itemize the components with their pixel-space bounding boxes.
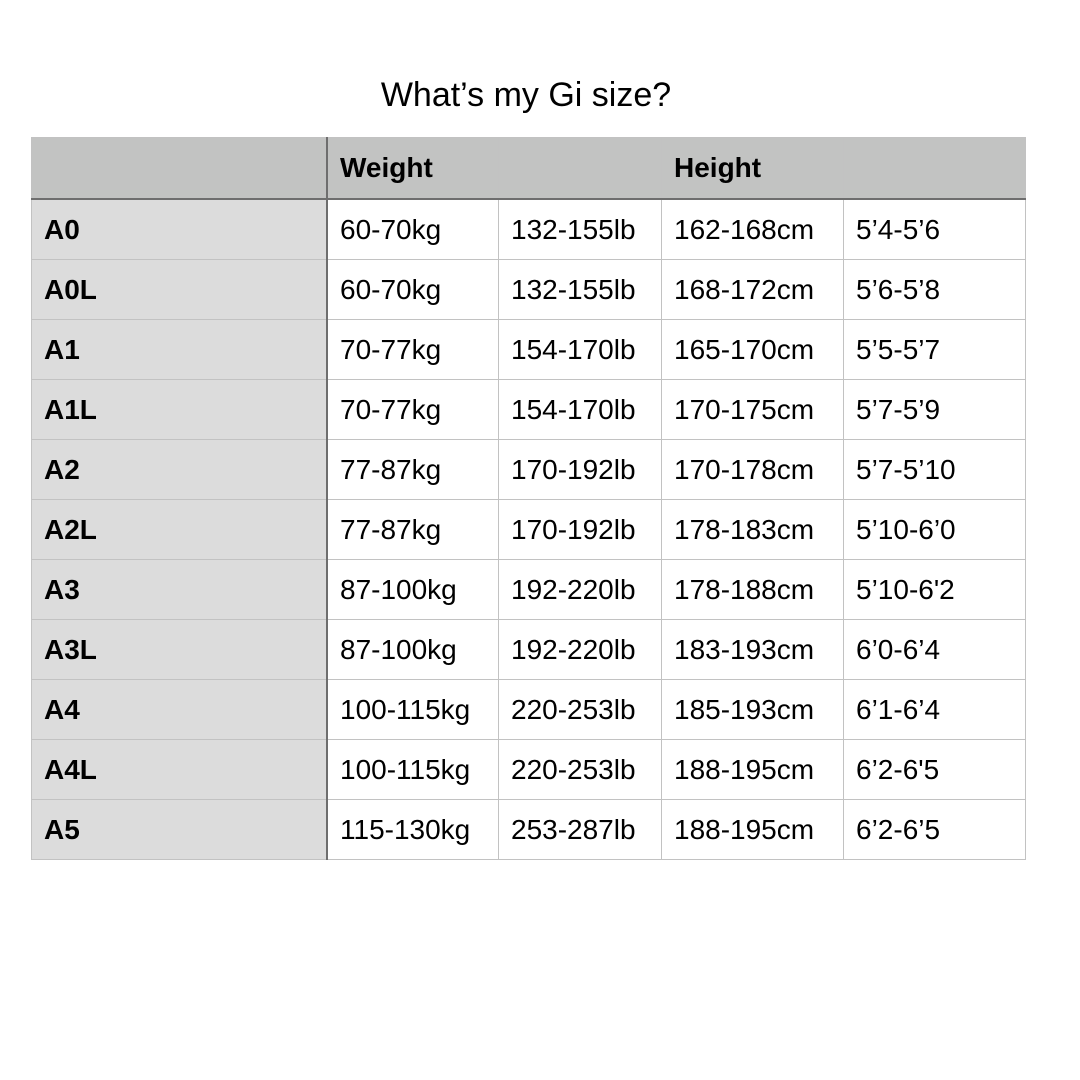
height-cm-cell: 188-195cm — [662, 800, 844, 860]
table-row — [32, 500, 1026, 560]
table-row — [32, 620, 1026, 680]
weight-kg-cell: 115-130kg — [327, 800, 499, 860]
height-ft-cell: 6’2-6'5 — [844, 740, 1026, 800]
height-cm-cell: 162-168cm — [662, 199, 844, 260]
weight-kg-cell: 100-115kg — [327, 740, 499, 800]
weight-lb-cell: 170-192lb — [499, 440, 662, 500]
header-weight: Weight — [327, 138, 499, 200]
table-row — [32, 199, 1026, 260]
weight-kg-cell: 87-100kg — [327, 560, 499, 620]
size-cell: A1L — [32, 380, 328, 440]
size-cell: A2 — [32, 440, 328, 500]
size-cell: A0 — [32, 199, 328, 260]
height-ft-cell: 5’6-5’8 — [844, 260, 1026, 320]
weight-lb-cell: 154-170lb — [499, 380, 662, 440]
header-row — [32, 138, 1026, 200]
height-cm-cell: 178-183cm — [662, 500, 844, 560]
weight-kg-cell: 60-70kg — [327, 260, 499, 320]
size-cell: A1 — [32, 320, 328, 380]
height-cm-cell: 170-175cm — [662, 380, 844, 440]
height-ft-cell: 5’7-5’10 — [844, 440, 1026, 500]
table-row — [32, 380, 1026, 440]
weight-kg-cell: 100-115kg — [327, 680, 499, 740]
page-title: What’s my Gi size? — [380, 76, 672, 114]
size-cell: A4 — [32, 680, 328, 740]
height-cm-cell: 168-172cm — [662, 260, 844, 320]
weight-lb-cell: 220-253lb — [499, 680, 662, 740]
table-row — [32, 320, 1026, 380]
weight-lb-cell: 220-253lb — [499, 740, 662, 800]
weight-lb-cell: 154-170lb — [499, 320, 662, 380]
header-size — [32, 138, 328, 200]
table-body — [32, 199, 1026, 860]
header-height-ft — [844, 138, 1026, 200]
size-cell: A0L — [32, 260, 328, 320]
size-cell: A4L — [32, 740, 328, 800]
weight-lb-cell: 170-192lb — [499, 500, 662, 560]
height-ft-cell: 6’0-6’4 — [844, 620, 1026, 680]
weight-kg-cell: 77-87kg — [327, 440, 499, 500]
weight-lb-cell: 132-155lb — [499, 260, 662, 320]
weight-kg-cell: 70-77kg — [327, 320, 499, 380]
weight-lb-cell: 132-155lb — [499, 199, 662, 260]
height-cm-cell: 188-195cm — [662, 740, 844, 800]
weight-kg-cell: 70-77kg — [327, 380, 499, 440]
weight-kg-cell: 87-100kg — [327, 620, 499, 680]
weight-kg-cell: 60-70kg — [327, 199, 499, 260]
size-cell: A3 — [32, 560, 328, 620]
weight-lb-cell: 192-220lb — [499, 560, 662, 620]
height-cm-cell: 170-178cm — [662, 440, 844, 500]
weight-lb-cell: 253-287lb — [499, 800, 662, 860]
size-cell: A3L — [32, 620, 328, 680]
height-ft-cell: 5’10-6'2 — [844, 560, 1026, 620]
size-cell: A5 — [32, 800, 328, 860]
size-chart-table — [31, 137, 1026, 860]
height-ft-cell: 6’1-6’4 — [844, 680, 1026, 740]
weight-kg-cell: 77-87kg — [327, 500, 499, 560]
table-row — [32, 560, 1026, 620]
weight-lb-cell: 192-220lb — [499, 620, 662, 680]
height-ft-cell: 5’4-5’6 — [844, 199, 1026, 260]
table-row — [32, 800, 1026, 860]
height-cm-cell: 185-193cm — [662, 680, 844, 740]
height-cm-cell: 183-193cm — [662, 620, 844, 680]
header-weight-lb — [499, 138, 662, 200]
table-row — [32, 260, 1026, 320]
height-ft-cell: 5’10-6’0 — [844, 500, 1026, 560]
size-cell: A2L — [32, 500, 328, 560]
height-ft-cell: 6’2-6’5 — [844, 800, 1026, 860]
header-height: Height — [662, 138, 844, 200]
table-row — [32, 680, 1026, 740]
height-cm-cell: 165-170cm — [662, 320, 844, 380]
height-ft-cell: 5’5-5’7 — [844, 320, 1026, 380]
table-row — [32, 740, 1026, 800]
height-ft-cell: 5’7-5’9 — [844, 380, 1026, 440]
table-row — [32, 440, 1026, 500]
height-cm-cell: 178-188cm — [662, 560, 844, 620]
